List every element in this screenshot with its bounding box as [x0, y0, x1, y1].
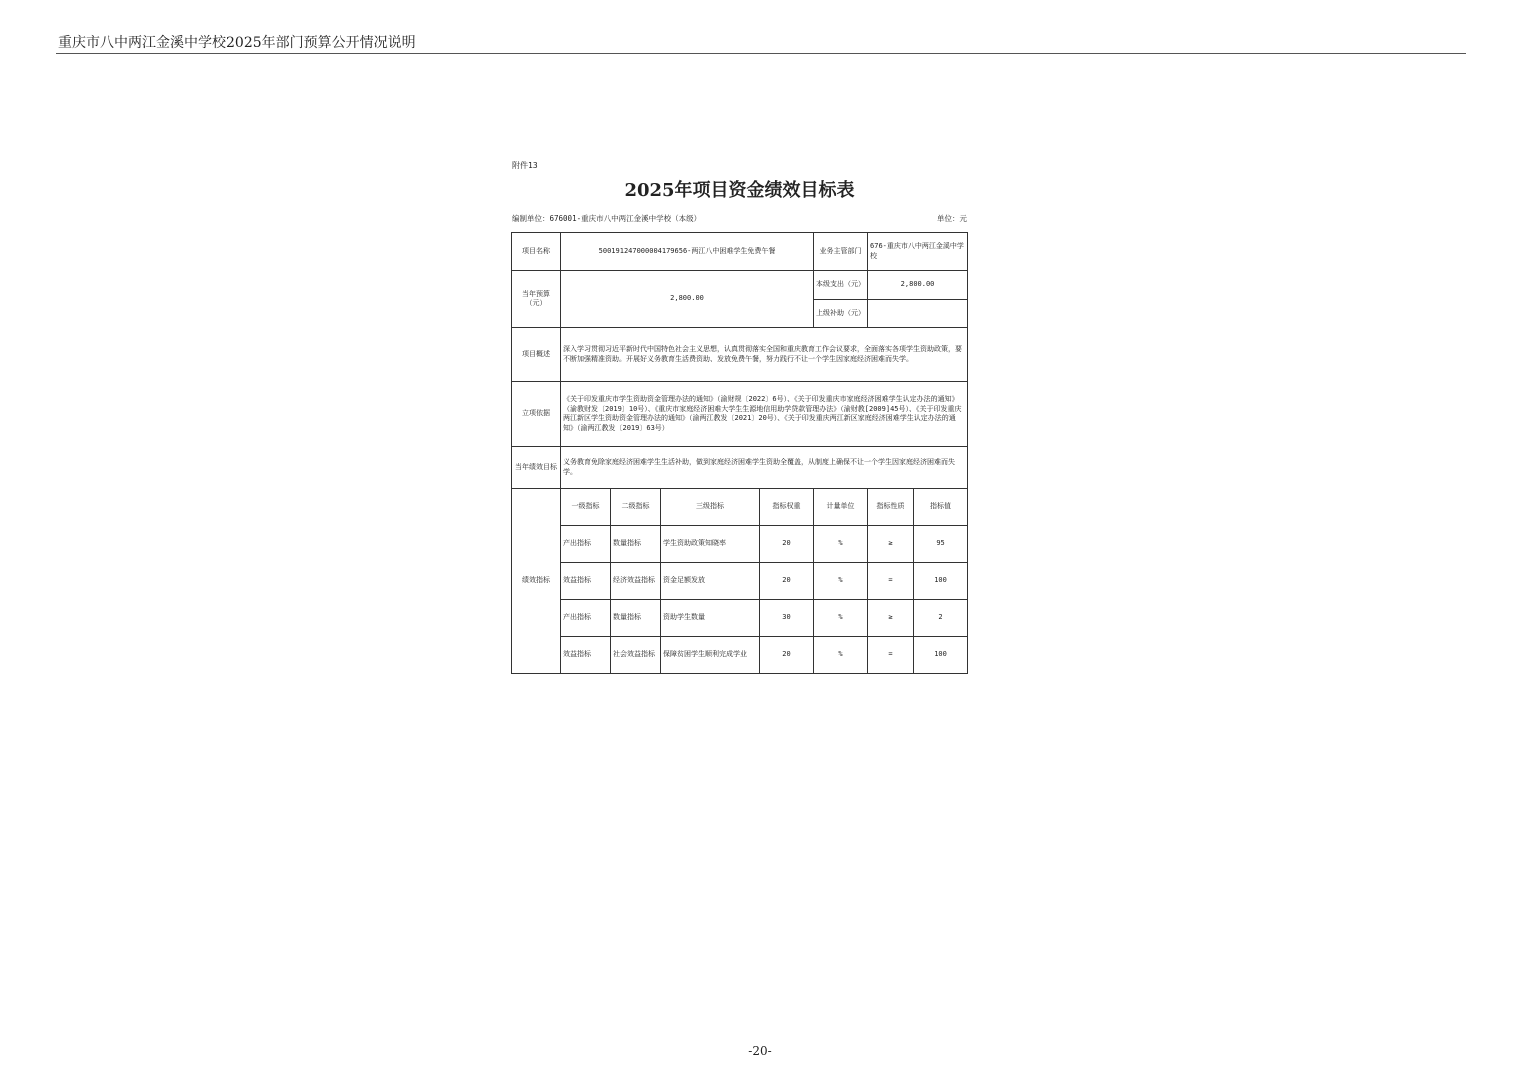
project-name-value: 500191247000004179656-两江八中困难学生免费午餐 — [561, 233, 814, 271]
basis-label: 立项依据 — [512, 382, 561, 447]
indicator-unit: % — [814, 526, 868, 563]
unit-label: 编制单位： — [512, 214, 550, 223]
indicator-level2: 经济效益指标 — [611, 563, 661, 600]
indicator-nature: ≥ — [868, 526, 914, 563]
local-expense-label: 本级支出（元） — [814, 271, 868, 300]
indicator-value: 100 — [914, 637, 968, 674]
annual-goal-label: 当年绩效目标 — [512, 447, 561, 489]
indicator-value: 100 — [914, 563, 968, 600]
indicator-level1: 产出指标 — [561, 600, 611, 637]
page-number: -20- — [748, 1044, 772, 1058]
indicator-nature: ≥ — [868, 600, 914, 637]
indicator-header: 一级指标 — [561, 489, 611, 526]
indicator-header: 二级指标 — [611, 489, 661, 526]
indicator-header: 指标值 — [914, 489, 968, 526]
performance-indicators-label: 绩效指标 — [512, 489, 561, 674]
indicator-level2: 数量指标 — [611, 600, 661, 637]
indicator-level3: 资金足额发放 — [661, 563, 760, 600]
annual-goal-value: 义务教育免除家庭经济困难学生生活补助，做到家庭经济困难学生资助全覆盖，从制度上确保不让一个学生因家庭经济困难而失学。 — [561, 447, 968, 489]
indicator-value: 95 — [914, 526, 968, 563]
attachment-label: 附件13 — [512, 161, 538, 170]
unit-value: 676001-重庆市八中两江金溪中学校（本级） — [549, 214, 702, 223]
indicator-row — [512, 563, 968, 600]
indicator-weight: 20 — [760, 637, 814, 674]
indicator-row — [512, 637, 968, 674]
upper-subsidy-label: 上级补助（元） — [814, 300, 868, 328]
budget-label: 当年预算（元） — [512, 271, 561, 328]
indicator-level1: 效益指标 — [561, 637, 611, 674]
indicator-unit: % — [814, 563, 868, 600]
indicator-unit: % — [814, 637, 868, 674]
basis-value: 《关于印发重庆市学生资助资金管理办法的通知》（渝财规〔2022〕6号）、《关于印发重庆市家庭经济困难学生认定办法的通知》（渝教财发〔2019〕10号）、《重庆市家庭经济困难大学生生源地信用助学贷款管理办法》（渝财教[2009]45号）、《关于印发重庆两江新区学生资助资金管理办法的通知》（渝两江教发〔2021〕20号）、《关于印发重庆两江新区家庭经济困难学生认定办法的通知》（渝两江教发〔2019〕63号） — [561, 382, 968, 447]
indicator-level3: 保障贫困学生顺利完成学业 — [661, 637, 760, 674]
header-rule — [56, 53, 1466, 54]
indicator-nature: = — [868, 637, 914, 674]
budget-value: 2,800.00 — [561, 271, 814, 328]
upper-subsidy-value — [868, 300, 968, 328]
indicator-level2: 数量指标 — [611, 526, 661, 563]
indicator-row — [512, 526, 968, 563]
document-title: 2025年项目资金绩效目标表 — [624, 180, 855, 201]
dept-label: 业务主管部门 — [814, 233, 868, 271]
indicator-header: 指标性质 — [868, 489, 914, 526]
indicator-level1: 产出指标 — [561, 526, 611, 563]
indicator-weight: 20 — [760, 563, 814, 600]
currency-unit: 单位：元 — [937, 214, 967, 223]
indicator-weight: 30 — [760, 600, 814, 637]
dept-value: 676-重庆市八中两江金溪中学校 — [868, 233, 968, 271]
local-expense-value: 2,800.00 — [868, 271, 968, 300]
indicator-nature: = — [868, 563, 914, 600]
indicator-weight: 20 — [760, 526, 814, 563]
indicator-level3: 学生资助政策知晓率 — [661, 526, 760, 563]
indicator-unit: % — [814, 600, 868, 637]
project-name-label: 项目名称 — [512, 233, 561, 271]
indicator-level2: 社会效益指标 — [611, 637, 661, 674]
page-header-title: 重庆市八中两江金溪中学校2025年部门预算公开情况说明 — [58, 35, 416, 51]
summary-label: 项目概述 — [512, 328, 561, 382]
indicator-value: 2 — [914, 600, 968, 637]
compiling-unit — [512, 213, 701, 224]
indicator-header: 三级指标 — [661, 489, 760, 526]
indicator-row — [512, 600, 968, 637]
indicator-level3: 资助学生数量 — [661, 600, 760, 637]
indicator-header: 指标权重 — [760, 489, 814, 526]
indicator-level1: 效益指标 — [561, 563, 611, 600]
indicator-header: 计量单位 — [814, 489, 868, 526]
performance-target-table — [511, 232, 968, 674]
summary-value: 深入学习贯彻习近平新时代中国特色社会主义思想，认真贯彻落实全国和重庆教育工作会议要求，全面落实各项学生资助政策，要不断加强精准资助。开展好义务教育生活费资助、发放免费午餐，努力践行不让一个学生因家庭经济困难而失学。 — [561, 328, 968, 382]
